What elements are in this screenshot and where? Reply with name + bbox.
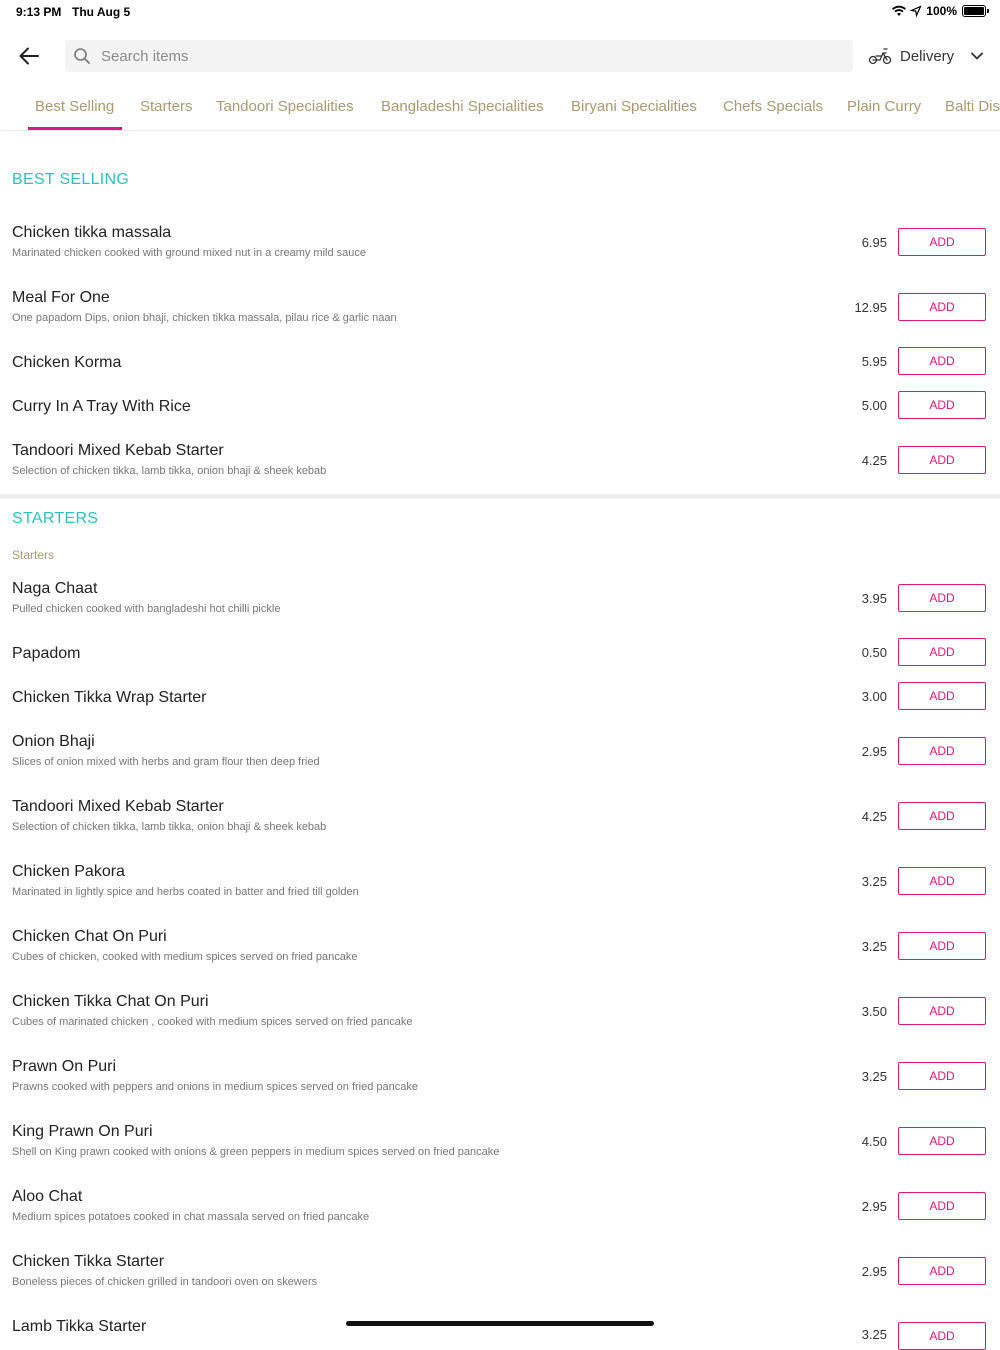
back-arrow-icon	[19, 47, 39, 65]
search-input[interactable]	[99, 47, 803, 66]
search-icon	[73, 47, 91, 65]
item-price: 12.95	[854, 300, 887, 315]
add-button[interactable]: ADD	[898, 293, 986, 321]
status-date: Thu Aug 5	[72, 5, 131, 19]
add-button[interactable]: ADD	[898, 802, 986, 830]
item-name: Meal For One	[12, 289, 110, 306]
add-button[interactable]: ADD	[898, 1257, 986, 1285]
add-button[interactable]: ADD	[898, 737, 986, 765]
add-button[interactable]: ADD	[898, 347, 986, 375]
add-button[interactable]: ADD	[898, 1127, 986, 1155]
item-name: Curry In A Tray With Rice	[12, 398, 191, 415]
section-title-starters: STARTERS	[12, 510, 99, 527]
item-name: Naga Chaat	[12, 580, 98, 597]
battery-icon	[962, 5, 986, 17]
add-button[interactable]: ADD	[898, 997, 986, 1025]
add-button[interactable]: ADD	[898, 1322, 986, 1350]
tab-bangladeshi-specialities[interactable]: Bangladeshi Specialities	[381, 98, 544, 115]
add-button[interactable]: ADD	[898, 391, 986, 419]
item-price: 4.50	[861, 1134, 887, 1149]
tab-starters[interactable]: Starters	[140, 98, 193, 115]
item-name: Papadom	[12, 645, 81, 662]
item-price: 3.25	[861, 1327, 887, 1342]
section-title-best-selling: BEST SELLING	[12, 171, 130, 188]
item-name: Prawn On Puri	[12, 1058, 117, 1075]
item-description: Marinated in lightly spice and herbs coated in batter and fried till golden	[12, 886, 359, 898]
tab-balti-dishes[interactable]: Balti Dis	[945, 98, 1000, 115]
item-name: Tandoori Mixed Kebab Starter	[12, 442, 224, 459]
item-name: Chicken Chat On Puri	[12, 928, 167, 945]
tab-tandoori-specialities[interactable]: Tandoori Specialities	[216, 98, 354, 115]
item-name: Chicken Tikka Starter	[12, 1253, 165, 1270]
add-button[interactable]: ADD	[898, 867, 986, 895]
item-name: Tandoori Mixed Kebab Starter	[12, 798, 224, 815]
item-description: Selection of chicken tikka, lamb tikka, onion bhaji & sheek kebab	[12, 821, 327, 833]
item-name: Onion Bhaji	[12, 733, 95, 750]
top-bar	[0, 40, 1000, 72]
item-description: Cubes of chicken, cooked with medium spices served on fried pancake	[12, 951, 358, 963]
add-button[interactable]: ADD	[898, 584, 986, 612]
item-description: Prawns cooked with peppers and onions in medium spices served on fried pancake	[12, 1081, 419, 1093]
item-price: 0.50	[861, 645, 887, 660]
item-price: 3.00	[861, 689, 887, 704]
section-divider	[0, 494, 1000, 499]
item-price: 3.25	[861, 939, 887, 954]
item-description: Pulled chicken cooked with bangladeshi hot chilli pickle	[12, 603, 281, 615]
tab-plain-curry[interactable]: Plain Curry	[847, 98, 922, 115]
add-button[interactable]: ADD	[898, 682, 986, 710]
back-button[interactable]	[16, 44, 42, 68]
category-tabs	[0, 88, 1000, 131]
add-button[interactable]: ADD	[898, 932, 986, 960]
item-name: Chicken Tikka Chat On Puri	[12, 993, 209, 1010]
delivery-label: Delivery	[900, 47, 955, 65]
item-name: Chicken Korma	[12, 354, 122, 371]
item-price: 6.95	[861, 235, 887, 250]
item-name: Aloo Chat	[12, 1188, 83, 1205]
subsection-title-starters: Starters	[12, 548, 55, 562]
item-price: 5.00	[861, 398, 887, 413]
item-description: Cubes of marinated chicken , cooked with medium spices served on fried pancake	[12, 1016, 413, 1028]
item-description: Selection of chicken tikka, lamb tikka, onion bhaji & sheek kebab	[12, 465, 327, 477]
search-bar[interactable]	[65, 40, 853, 72]
active-tab-indicator	[28, 127, 122, 130]
item-name: King Prawn On Puri	[12, 1123, 153, 1140]
tab-biryani-specialities[interactable]: Biryani Specialities	[571, 98, 697, 115]
item-price: 4.25	[861, 809, 887, 824]
tab-chefs-specials[interactable]: Chefs Specials	[723, 98, 824, 115]
add-button[interactable]: ADD	[898, 638, 986, 666]
item-description: Boneless pieces of chicken grilled in tandoori oven on skewers	[12, 1276, 318, 1288]
delivery-selector[interactable]	[868, 40, 984, 72]
add-button[interactable]: ADD	[898, 1062, 986, 1090]
status-bar	[0, 0, 1000, 24]
item-price: 3.25	[861, 874, 887, 889]
item-description: Shell on King prawn cooked with onions & green peppers in medium spices served on fried pancake	[12, 1146, 500, 1158]
item-price: 3.50	[861, 1004, 887, 1019]
add-button[interactable]: ADD	[898, 1192, 986, 1220]
status-right	[892, 4, 986, 18]
item-price: 2.95	[861, 744, 887, 759]
item-description: Slices of onion mixed with herbs and gram flour then deep fried	[12, 756, 320, 768]
item-price: 2.95	[861, 1199, 887, 1214]
status-time: 9:13 PM	[16, 5, 62, 19]
battery-percent: 100%	[926, 4, 957, 18]
item-price: 3.95	[861, 591, 887, 606]
item-price: 5.95	[861, 354, 887, 369]
location-arrow-icon	[911, 6, 921, 16]
home-indicator	[346, 1321, 654, 1326]
item-description: Medium spices potatoes cooked in chat massala served on fried pancake	[12, 1211, 370, 1223]
tab-best-selling[interactable]: Best Selling	[35, 98, 115, 115]
item-name: Chicken Pakora	[12, 863, 125, 880]
item-price: 3.25	[861, 1069, 887, 1084]
item-name: Chicken tikka massala	[12, 224, 172, 241]
item-description: One papadom Dips, onion bhaji, chicken tikka massala, pilau rice & garlic naan	[12, 312, 397, 324]
add-button[interactable]: ADD	[898, 228, 986, 256]
chevron-down-icon	[970, 51, 984, 61]
scooter-icon	[868, 47, 892, 65]
item-name: Lamb Tikka Starter	[12, 1318, 147, 1335]
item-price: 2.95	[861, 1264, 887, 1279]
add-button[interactable]: ADD	[898, 446, 986, 474]
item-name: Chicken Tikka Wrap Starter	[12, 689, 207, 706]
wifi-icon	[892, 6, 906, 17]
item-price: 4.25	[861, 453, 887, 468]
item-description: Marinated chicken cooked with ground mixed nut in a creamy mild sauce	[12, 247, 367, 259]
